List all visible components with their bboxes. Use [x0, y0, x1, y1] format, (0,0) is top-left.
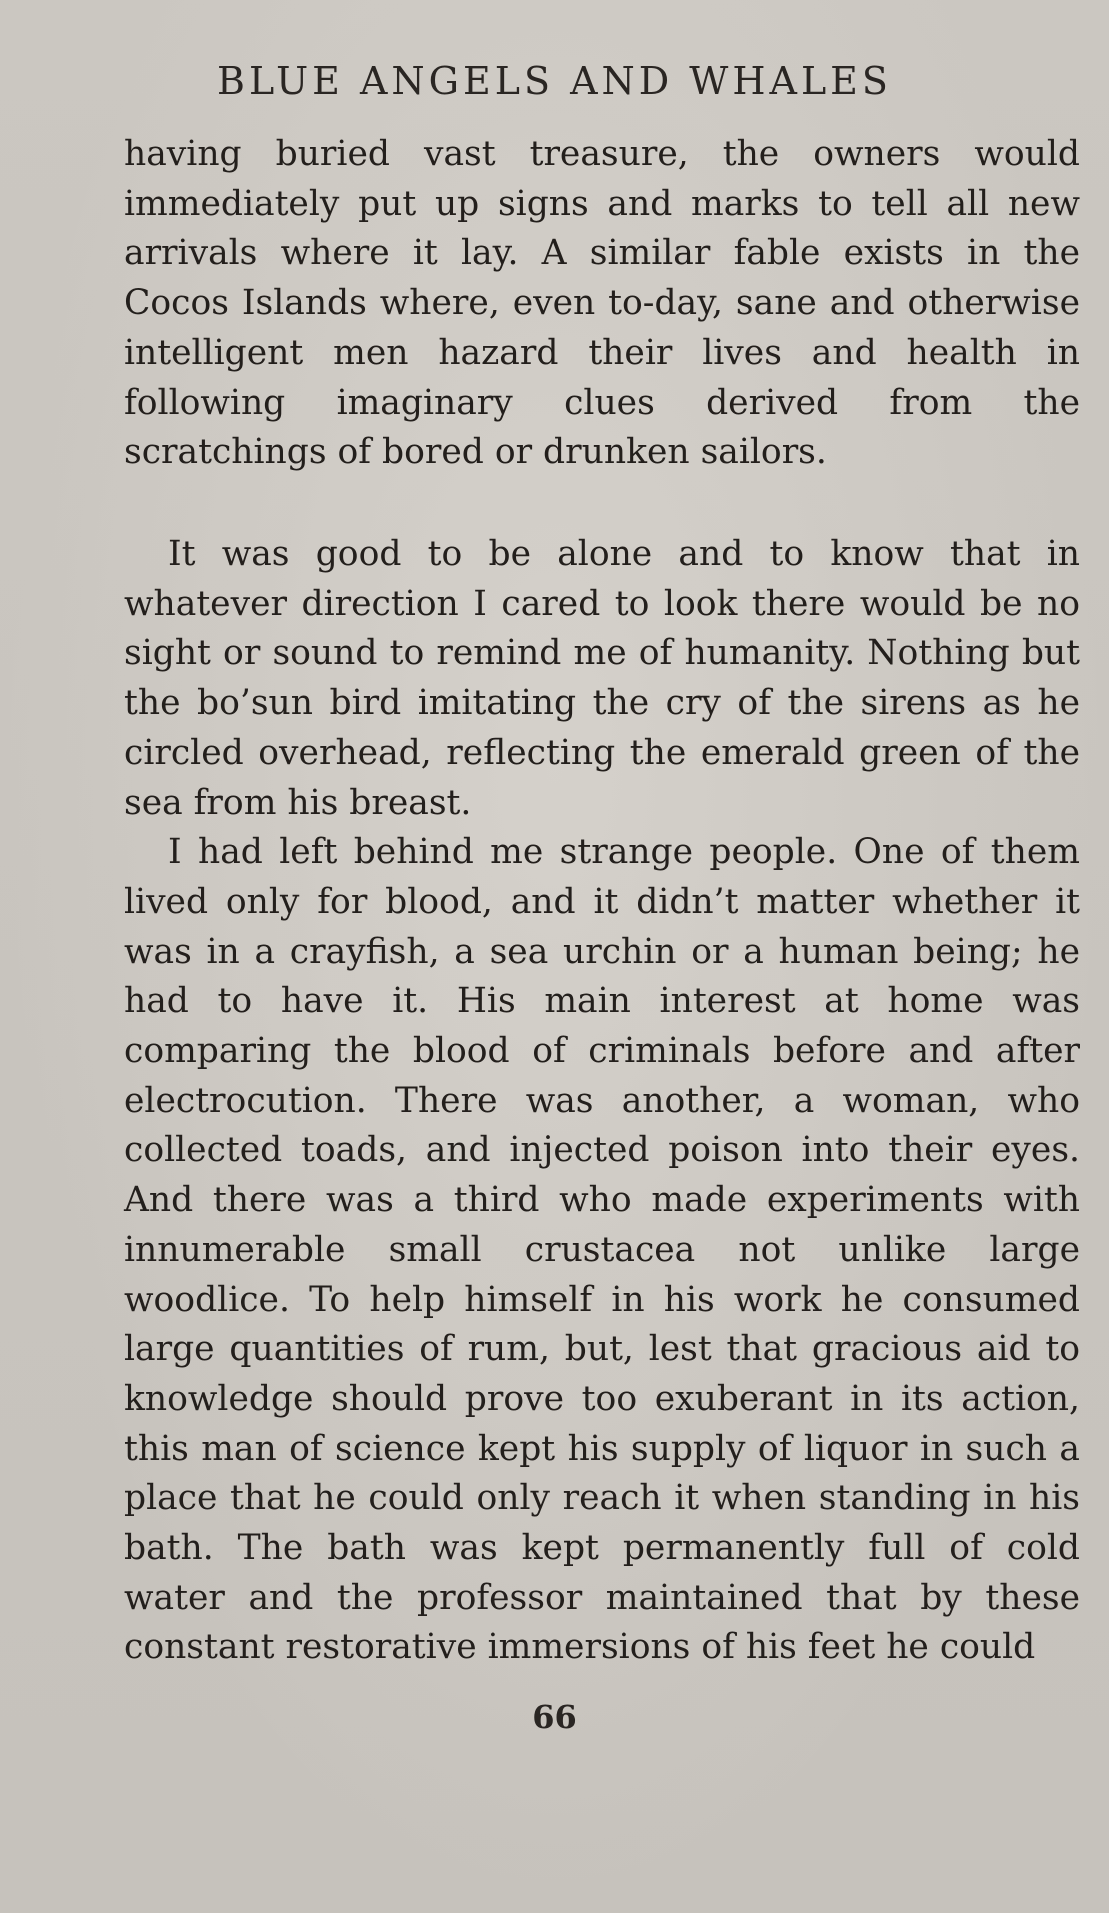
paragraph: It was good to be alone and to know that in whatever direction I cared to look there would be no sight or sound to remind me of humanity. Nothing but the bo’sun bird imitating the cry of the sirens as he circled overhead, reflecting the emerald green of the sea from his breast. [124, 534, 1080, 823]
running-head: BLUE ANGELS AND WHALES [217, 59, 892, 103]
body-text-top [124, 130, 1080, 478]
paragraph: I had left behind me strange people. One of them lived only for blood, and it didn’t matter whether it was in a crayfish, a sea urchin or a human being; he had to have it. His main interest at home was comparing the blood of criminals before and after electrocution. There was another, a woman, who collected toads, and injected poison into their eyes. And there was a third who made experiments with innumerable small crustacea not unlike large woodlice. To help himself in his work he consumed large quantities of rum, but, lest that gracious aid to knowledge should prove too exuberant in its action, this man of science kept his supply of liquor in such a place that he could only reach it when standing in his bath. The bath was kept permanently full of cold water and the professor maintained that by these constant restorative immersions of his feet he could [124, 832, 1080, 1668]
body-text-main [124, 530, 1080, 1673]
paragraph-continued: having buried vast treasure, the owners would immediately put up signs and marks to tell all new arrivals where it lay. A similar fable exists in the Cocos Islands where, even to-day, sane and otherwise intelligent men hazard their lives and health in following imaginary clues derived from the scratchings of bored or drunken sailors. [124, 134, 1080, 473]
page-number: 66 [532, 1698, 577, 1736]
